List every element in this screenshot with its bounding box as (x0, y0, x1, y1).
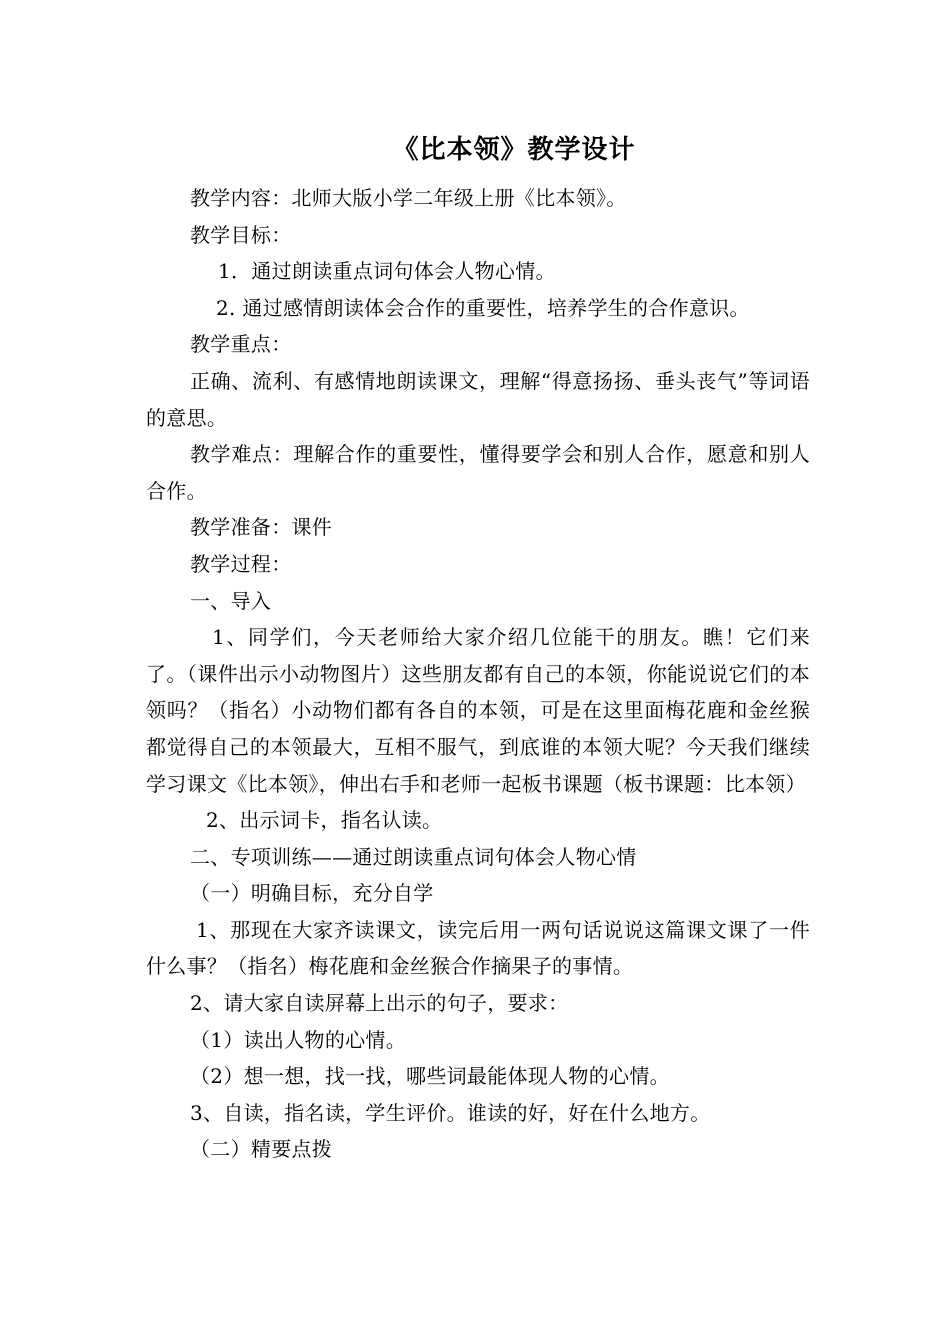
paragraph-goal-1: 1．通过朗读重点词句体会人物心情。 (218, 259, 556, 284)
paragraph-requirement-1: （1）读出人物的心情。 (190, 1027, 407, 1052)
paragraph-process-heading: 教学过程： (190, 551, 292, 576)
paragraph-difficulty: 教学难点：理解合作的重要性，懂得要学会和别人合作，愿意和别人合作。 (146, 442, 810, 503)
paragraph-key-points-heading: 教学重点： (190, 332, 292, 357)
paragraph-content: 教学内容：北师大版小学二年级上册《比本领》。 (190, 186, 627, 210)
paragraph-subsection-1: （一）明确目标，充分自学 (190, 881, 434, 906)
document-title: 《比本领》教学设计 (392, 135, 636, 165)
paragraph-training-1: 1、那现在大家齐读课文，读完后用一两句话说说这篇课文课了一件什么事？（指名）梅花鹿和金丝猴合作摘果子的事情。 (146, 917, 810, 979)
paragraph-training-3: 3、自读，指名读，学生评价。谁读的好，好在什么地方。 (190, 1100, 711, 1125)
paragraph-subsection-2: （二）精要点拨 (190, 1137, 333, 1162)
paragraph-requirement-2: （2）想一想，找一找，哪些词最能体现人物的心情。 (190, 1064, 670, 1089)
paragraph-key-points: 正确、流利、有感情地朗读课文，理解“得意扬扬、垂头丧气”等词语的意思。 (146, 368, 810, 430)
paragraph-training-2: 2、请大家自读屏幕上出示的句子，要求： (190, 991, 569, 1016)
paragraph-goals-heading: 教学目标： (190, 222, 292, 247)
paragraph-intro-1: 1、同学们，今天老师给大家介绍几位能干的朋友。瞧！它们来了。（课件出示小动物图片）这些朋友都有自己的本领，你能说说它们的本领吗？（指名）小动物们都有各自的本领，可是在这里面梅花鹿和金丝猴都觉得自己的本领最大，互相不服气，到底谁的本领大呢？今天我们继续学习课文《比本领》，伸出右手和老师一起板书课题（板书课题：比本领） (146, 625, 810, 796)
paragraph-section-training: 二、专项训练——通过朗读重点词句体会人物心情 (190, 844, 637, 869)
paragraph-section-intro: 一、导入 (190, 588, 272, 613)
paragraph-preparation: 教学准备：课件 (190, 515, 333, 540)
paragraph-goal-2: 2. 通过感情朗读体会合作的重要性，培养学生的合作意识。 (216, 295, 750, 320)
paragraph-intro-2: 2、出示词卡，指名认读。 (206, 808, 443, 833)
